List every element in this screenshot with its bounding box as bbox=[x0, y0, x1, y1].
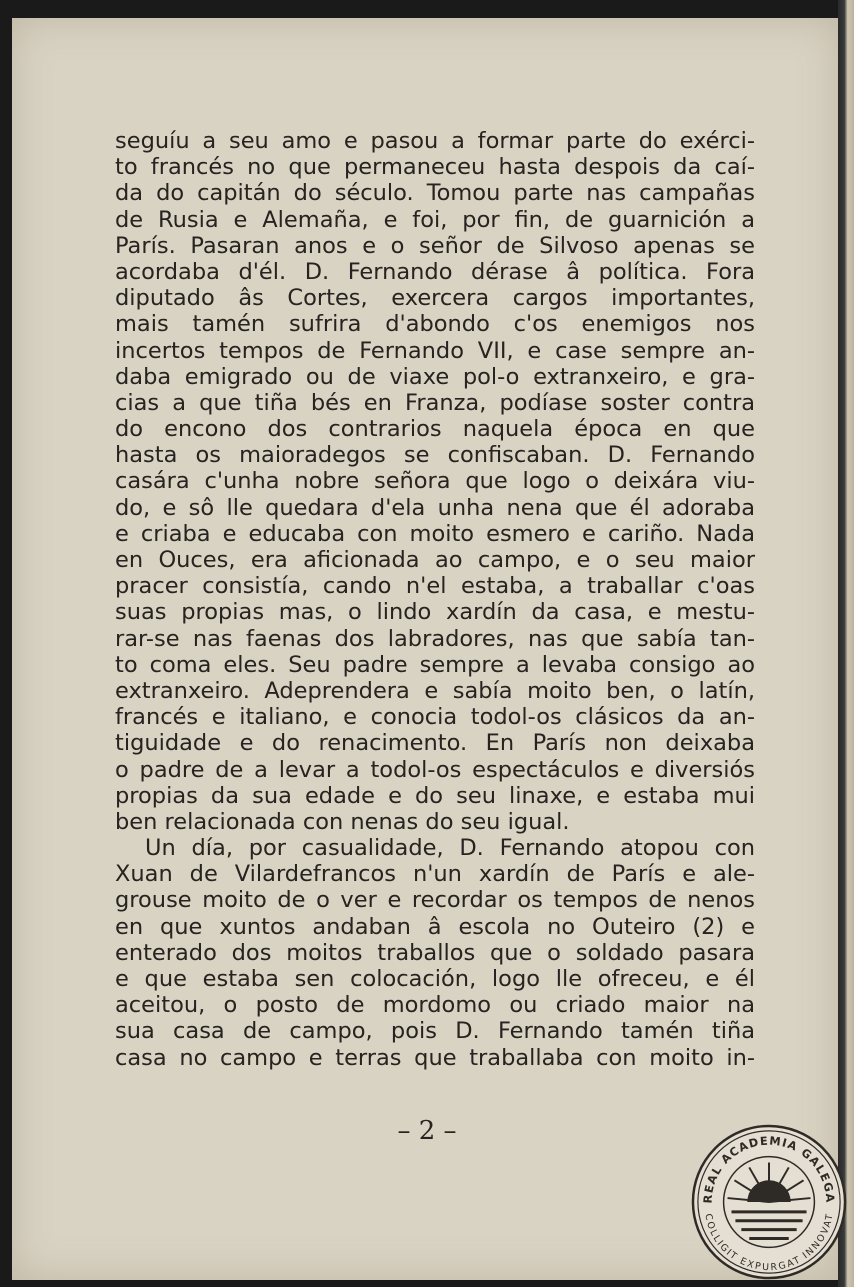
text-line: o padre de a levar a todol-os espectáculos e diversiós bbox=[115, 756, 755, 783]
text-line: to francés no que permaneceu hasta despois da caí- bbox=[115, 154, 755, 181]
text-line: do, e sô lle quedara d'ela unha nena que él adoraba bbox=[115, 494, 755, 521]
text-line: seguíu a seu amo e pasou a formar parte do exérci- bbox=[115, 128, 755, 154]
text-line: acordaba d'él. D. Fernando dérase â política. Fora bbox=[115, 258, 755, 285]
text-line: e que estaba sen colocación, logo lle ofreceu, e él bbox=[115, 966, 755, 992]
text-line: grouse moito de o ver e recordar os tempos de nenos bbox=[115, 887, 755, 914]
text-line: aceitou, o posto de mordomo ou criado maior na bbox=[115, 992, 755, 1019]
text-line: cias a que tiña bés en Franza, podíase soster contra bbox=[115, 389, 755, 416]
text-line: Xuan de Vilardefrancos n'un xardín de París e ale- bbox=[115, 861, 755, 888]
text-line: pracer consistía, cando n'el estaba, a traballar c'oas bbox=[115, 573, 755, 600]
text-line: hasta os maioradegos se confiscaban. D. Fernando bbox=[115, 442, 755, 469]
text-line: da do capitán do século. Tomou parte nas campañas bbox=[115, 180, 755, 207]
real-academia-galega-seal-icon bbox=[690, 1123, 848, 1281]
text-line: diputado âs Cortes, exercera cargos importantes, bbox=[115, 285, 755, 312]
text-line: en que xuntos andaban â escola no Outeiro (2) e bbox=[115, 913, 755, 940]
text-line: rar-se nas faenas dos labradores, nas que sabía tan- bbox=[115, 625, 755, 652]
text-line: daba emigrado ou de viaxe pol-o extranxeiro, e gra- bbox=[115, 363, 755, 390]
text-line: París. Pasaran anos e o señor de Silvoso apenas se bbox=[115, 232, 755, 259]
text-line: to coma eles. Seu padre sempre a levaba consigo ao bbox=[115, 651, 755, 678]
text-line: extranxeiro. Adeprendera e sabía moito ben, o latín, bbox=[115, 677, 755, 704]
text-line: francés e italiano, e conocia todol-os clásicos da an- bbox=[115, 704, 755, 731]
text-line: en Ouces, era aficionada ao campo, e o seu maior bbox=[115, 547, 755, 573]
text-line: propias da sua edade e do seu linaxe, e estaba mui bbox=[115, 782, 755, 809]
text-line: ben relacionada con nenas do seu igual. bbox=[115, 808, 570, 835]
text-line: enterado dos moitos traballos que o soldado pasara bbox=[115, 939, 755, 966]
text-line: Un día, por casualidade, D. Fernando atopou con bbox=[145, 835, 755, 862]
text-line: casára c'unha nobre señora que logo o deixára viu- bbox=[115, 468, 755, 495]
text-line: tiguidade e do renacimento. En París non deixaba bbox=[115, 730, 755, 757]
text-line: e criaba e educaba con moito esmero e cariño. Nada bbox=[115, 520, 755, 547]
seal-inner-text: COLLIGIT EXPURGAT INNOVAT bbox=[702, 1212, 836, 1274]
body-text bbox=[115, 128, 755, 1071]
seal-outer-text: REAL ACADEMIA GALEGA bbox=[700, 1133, 838, 1204]
text-line: mais tamén sufrira d'abondo c'os enemigos nos bbox=[115, 311, 755, 338]
text-line: de Rusia e Alemaña, e foi, por fin, de guarnición a bbox=[115, 206, 755, 233]
text-line: suas propias mas, o lindo xardín da casa, e mestu- bbox=[115, 599, 755, 626]
page-number: – 2 – bbox=[397, 1116, 457, 1146]
book-spine-edge bbox=[838, 0, 854, 1287]
text-line: incertos tempos de Fernando VII, e case sempre an- bbox=[115, 337, 755, 364]
text-line: casa no campo e terras que traballaba con moito in- bbox=[115, 1044, 755, 1071]
text-line: sua casa de campo, pois D. Fernando tamén tiña bbox=[115, 1018, 755, 1045]
text-line: do encono dos contrarios naquela época en que bbox=[115, 416, 755, 443]
